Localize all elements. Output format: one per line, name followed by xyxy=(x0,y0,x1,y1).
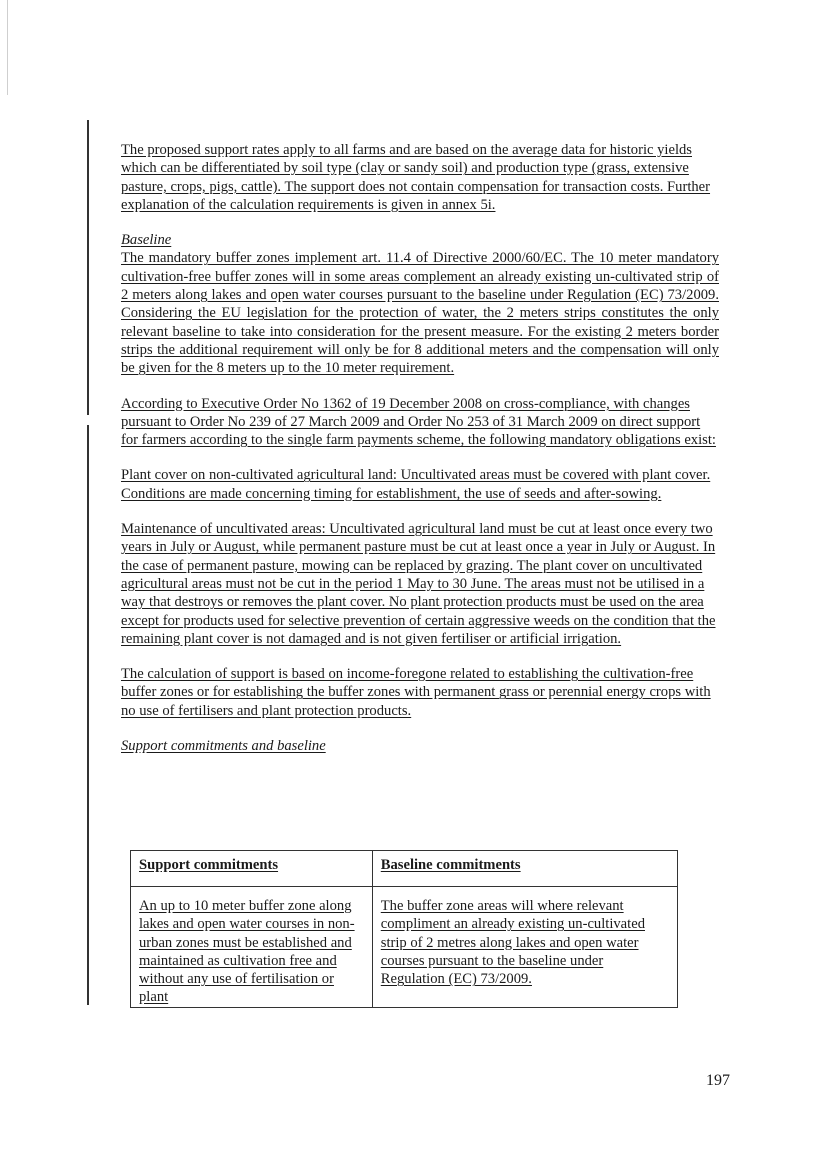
paragraph-calculation: The calculation of support is based on income-foregone related to establishing the cultivation-free buffer zones or for establishing the buffer zones with permanent grass or perennial energy crops with no use of fertilisers and plant protection products. xyxy=(121,666,711,719)
paragraph-support-rates: The proposed support rates apply to all farms and are based on the average data for historic yields which can be differentiated by soil type (clay or sandy soil) and production type (grass, extensive pasture, crops, pigs, cattle). The support does not contain compensation for transaction costs. Further explanation of the calculation requirements is given in annex 5i. xyxy=(121,142,711,213)
table-heading: Support commitments and baseline xyxy=(121,738,326,755)
revision-bar xyxy=(87,120,89,415)
header-baseline-commitments: Baseline commitments xyxy=(372,851,677,887)
cell-baseline: The buffer zone areas will where relevant compliment an already existing un-cultivated strip of 2 metres along lakes and open water courses pursuant to the baseline under Regulation (EC) 73/2009. xyxy=(372,887,677,1008)
header-support-commitments: Support commitments xyxy=(131,851,373,887)
paragraph-maintenance: Maintenance of uncultivated areas: Uncultivated agricultural land must be cut at least once every two years in July or August, while permanent pasture must be cut at least once a year in July or August. In the case of permanent pasture, mowing can be replaced by grazing. The plant cover on uncultivated agricultural areas must not be cut in the period 1 May to 30 June. The areas must not be utilised in a way that destroys or removes the plant cover. No plant protection products must be used on the area except for products used for selective prevention of certain aggressive weeds on the condition that the remaining plant cover is not damaged and is not given fertiliser or artificial irrigation. xyxy=(121,521,716,647)
commitments-table xyxy=(130,850,678,1008)
revision-bar xyxy=(87,425,89,1005)
scan-edge xyxy=(7,0,8,95)
table-header-row xyxy=(131,851,678,887)
cell-support: An up to 10 meter buffer zone along lakes and open water courses in non-urban zones must be established and maintained as cultivation free and without any use of fertilisation or plant xyxy=(131,887,373,1008)
baseline-heading: Baseline xyxy=(121,232,172,249)
page-number: 197 xyxy=(706,1072,730,1089)
table-row xyxy=(131,887,678,1008)
paragraph-executive-order: According to Executive Order No 1362 of 19 December 2008 on cross-compliance, with changes pursuant to Order No 239 of 27 March 2009 and Order No 253 of 31 March 2009 on direct support for farmers according to the single farm payments scheme, the following mandatory obligations exist: xyxy=(121,395,716,449)
body-text xyxy=(121,141,719,767)
paragraph-baseline: The mandatory buffer zones implement art. 11.4 of Directive 2000/60/EC. The 10 meter mandatory cultivation-free buffer zones will in some areas complement an already existing un-cultivated strip of 2 meters along lakes and open water courses pursuant to the baseline under Regulation (EC) 73/2009. Considering the EU legislation for the protection of water, the 2 meters strips constitutes the only relevant baseline to take into consideration for the present measure. For the existing 2 meters border strips the additional requirement will only be for 8 additional meters and the compensation will only be given for the 8 meters up to the 10 meter requirement. xyxy=(121,250,719,377)
paragraph-plant-cover: Plant cover on non-cultivated agricultural land: Uncultivated areas must be covered with plant cover. Conditions are made concerning timing for establishment, the use of seeds and after-sowing. xyxy=(121,467,711,502)
